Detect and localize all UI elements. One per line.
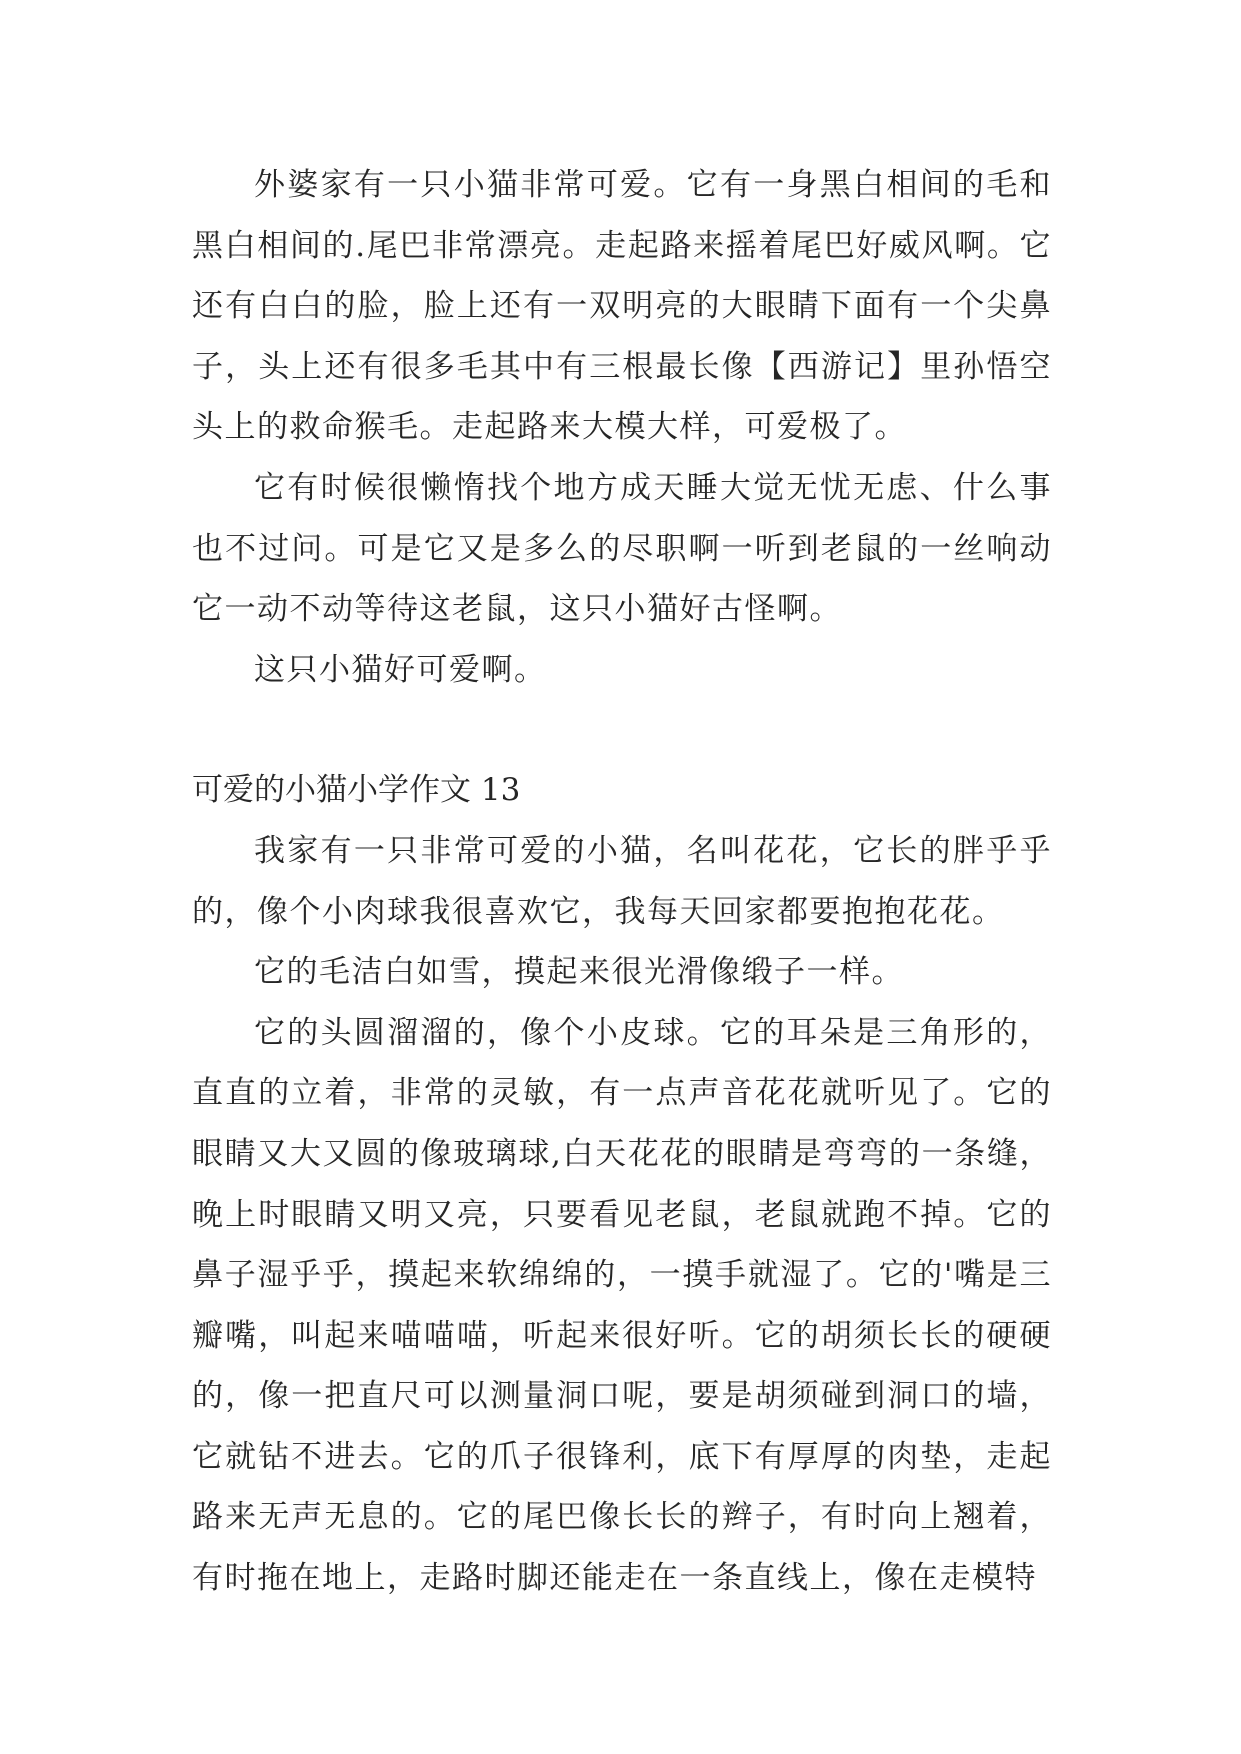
- paragraph-huahua-intro: 我家有一只非常可爱的小猫，名叫花花，它长的胖乎乎的，像个小肉球我很喜欢它，我每天回家都要抱抱花花。: [192, 832, 1052, 930]
- paragraph-huahua-fur: 它的毛洁白如雪，摸起来很光滑像缎子一样。: [254, 954, 904, 991]
- paragraph-huahua-features: 它的头圆溜溜的，像个小皮球。它的耳朵是三角形的，直直的立着，非常的灵敏，有一点声音花花就听见了。它的眼睛又大又圆的像玻璃球,白天花花的眼睛是弯弯的一条缝，晚上时眼睛又明又亮，只要看见老鼠，老鼠就跑不掉。它的鼻子湿乎乎，摸起来软绵绵的，一摸手就湿了。它的'嘴是三瓣嘴，叫起来喵喵喵，听起来很好听。它的胡须长长的硬硬的，像一把直尺可以测量洞口呢，要是胡须碰到洞口的墙，它就钻不进去。它的爪子很锋利，底下有厚厚的肉垫，走起路来无声无息的。它的尾巴像长长的辫子，有时向上翘着，有时拖在地上，走路时脚还能走在一条直线上，像在走模特: [192, 1014, 1052, 1597]
- paragraph-grandma-cat-appearance: 外婆家有一只小猫非常可爱。它有一身黑白相间的毛和黑白相间的.尾巴非常漂亮。走起路来摇着尾巴好威风啊。它还有白白的脸，脸上还有一双明亮的大眼睛下面有一个尖鼻子，头上还有很多毛其中有三根最长像【西游记】里孙悟空头上的救命猴毛。走起路来大模大样，可爱极了。: [192, 167, 1052, 446]
- paragraph-grandma-cat-behavior: 它有时候很懒惰找个地方成天睡大觉无忧无虑、什么事也不过问。可是它又是多么的尽职啊一听到老鼠的一丝响动它一动不动等待这老鼠，这只小猫好古怪啊。: [192, 469, 1052, 628]
- essay-heading: 可爱的小猫小学作文 13: [192, 772, 521, 809]
- document-body: [192, 155, 1052, 1609]
- paragraph-grandma-cat-conclusion: 这只小猫好可爱啊。: [254, 651, 547, 688]
